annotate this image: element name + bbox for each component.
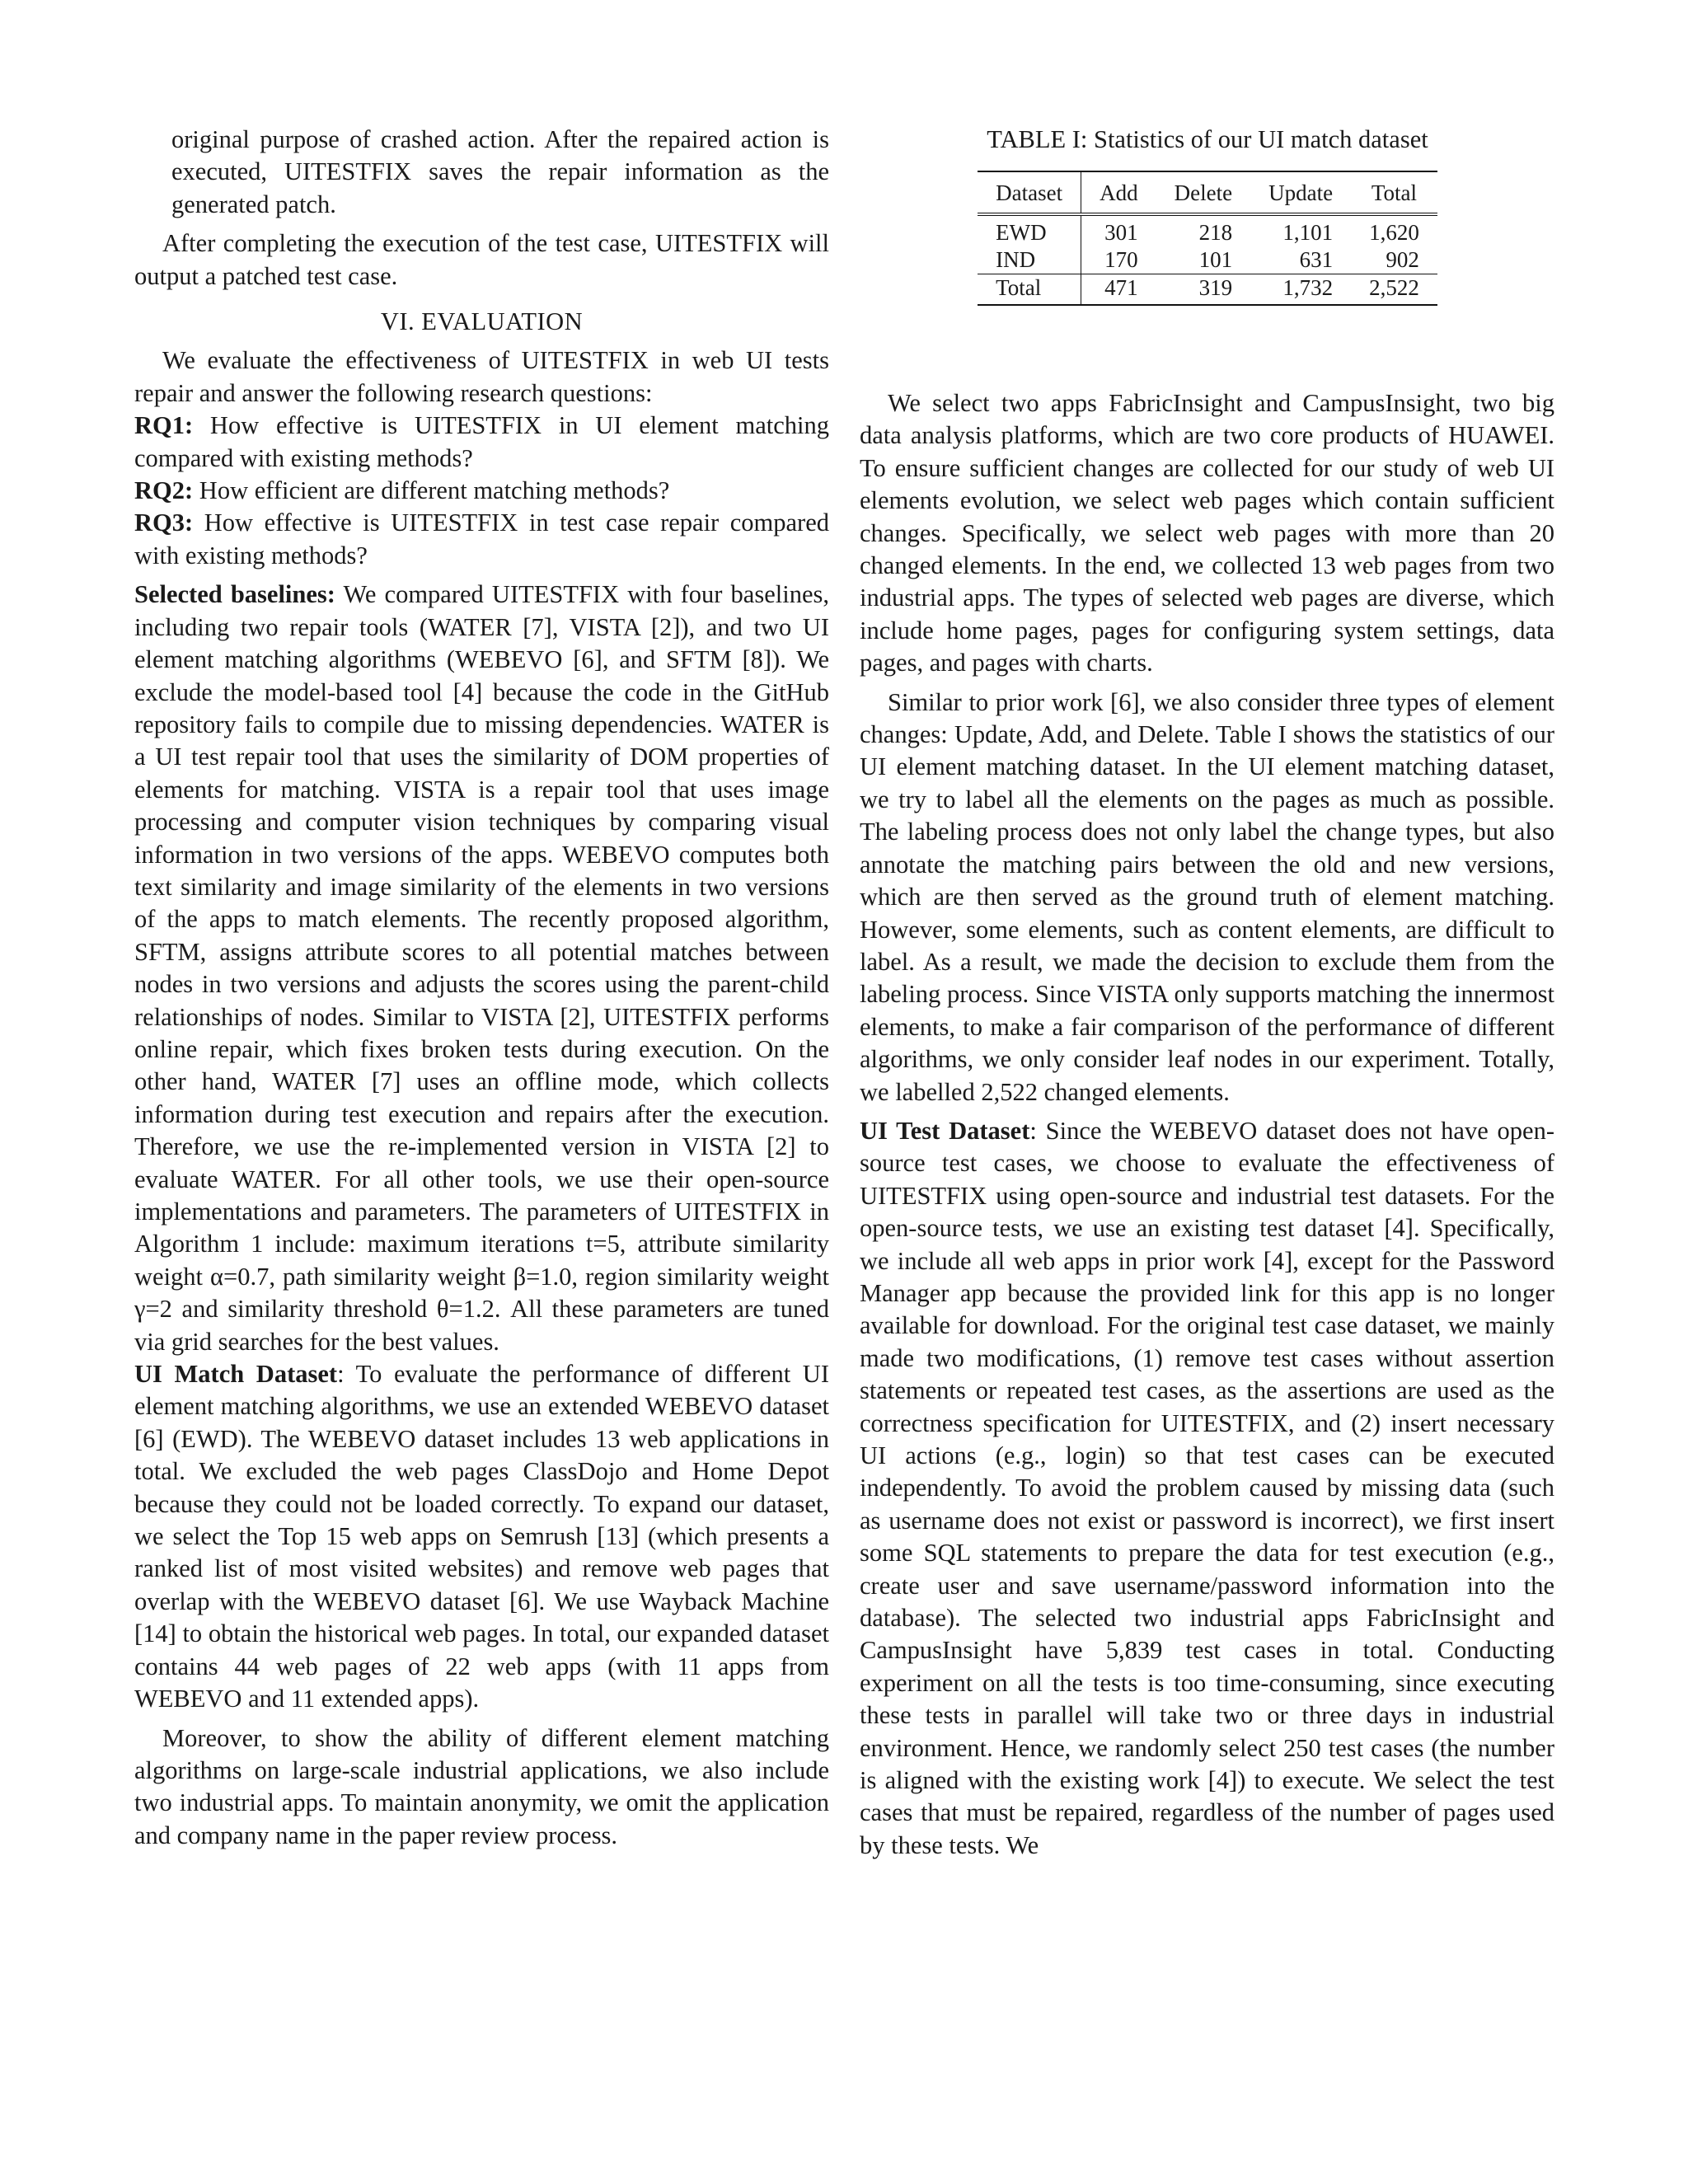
table-1 bbox=[956, 124, 1459, 306]
ui-test-label: UI Test Dataset bbox=[860, 1116, 1030, 1145]
header-total: Total bbox=[1351, 171, 1437, 214]
cell-delete: 319 bbox=[1156, 274, 1250, 306]
research-question-2 bbox=[134, 475, 829, 507]
right-column bbox=[860, 387, 1554, 1862]
research-question-1 bbox=[134, 410, 829, 475]
ui-match-label: UI Match Dataset bbox=[134, 1360, 338, 1389]
cell-update: 631 bbox=[1299, 247, 1334, 272]
ui-test-text: : Since the WEBEVO dataset does not have open-source test cases, we choose to evaluate the effectiveness of UITESTFIX using open-source and industrial test datasets. For the open-source tests, we use an existing test dataset [4]. Specifically, we include all web apps in prior work [4], except for the Password Manager app because the provided link for this app is no longer available for download. For the original test case dataset, we mainly made two modifications, (1) remove test cases without assertion statements or repeated test cases, as the assertions are used as the correctness specification for UITESTFIX, and (2) insert necessary UI actions (e.g., login) so that test cases can be executed independently. To avoid the problem caused by missing data (such as username does not exist or password is incorrect), we first insert some SQL statements to prepare the data for test execution (e.g., create user and save username/password information into the database). The selected two industrial apps FabricInsight and CampusInsight have 5,839 test cases in total. Conducting experiment on all the tests is too time-consuming, since executing these tests in parallel will take two or three days in industrial environment. Hence, we randomly select 250 test cases (the number is aligned with the existing work [4]) to execute. We select the test cases that must be repaired, regardless of the number of pages used by these tests. We bbox=[860, 1116, 1555, 1859]
paragraph-continuation: original purpose of crashed action. After the repaired action is executed, UITESTFIX saves the repair information as the generated patch. bbox=[171, 125, 829, 218]
table-row bbox=[978, 246, 1437, 274]
rq2-label: RQ2: bbox=[134, 476, 194, 505]
header-add: Add bbox=[1081, 171, 1156, 214]
baselines-label: Selected baselines: bbox=[134, 580, 335, 609]
table-header-row bbox=[978, 171, 1437, 214]
cell-delete: 101 bbox=[1198, 247, 1233, 272]
table-row bbox=[978, 214, 1437, 246]
paragraph-moreover: Moreover, to show the ability of different element matching algorithms on large-scale industrial applications, we also include two industrial apps. To maintain anonymity, we omit the application and company name in the paper review process. bbox=[134, 1723, 829, 1849]
paragraph-ui-test-dataset bbox=[860, 1115, 1554, 1862]
rq1-text: How effective is UITESTFIX in UI element matching compared with existing methods? bbox=[134, 411, 829, 472]
paragraph-change-types: Similar to prior work [6], we also consider three types of element changes: Update, Add, and Delete. Table I shows the statistics of our UI element matching dataset. In the UI element matching dataset, we try to label all the elements on the pages as much as possible. The labeling process does not only label the change types, but also annotate the matching pairs between the old and new versions, which are then served as the ground truth of element matching. However, some elements, such as content elements, are difficult to label. As a result, we made the decision to exclude them from the labeling process. Since VISTA only supports matching the innermost elements, to make a fair comparison of the performance of different algorithms, we only consider leaf nodes in our experiment. Totally, we labelled 2,522 changed elements. bbox=[860, 687, 1554, 1106]
header-dataset: Dataset bbox=[978, 171, 1081, 214]
cell-update: 1,732 bbox=[1250, 274, 1351, 306]
ui-match-text: : To evaluate the performance of different UI element matching algorithms, we use an extended WEBEVO dataset [6] (EWD). The WEBEVO dataset includes 13 web applications in total. We excluded the web pages ClassDojo and Home Depot because they could not be loaded correctly. To expand our dataset, we select the Top 15 web apps on Semrush [13] (which presents a ranked list of most visited websites) and remove web pages that overlap with the WEBEVO dataset [6]. We use Wayback Machine [14] to obtain the historical web pages. In total, our expanded dataset contains 44 web pages of 22 web apps (with 11 apps from WEBEVO and 11 extended apps). bbox=[134, 1360, 829, 1713]
cell-total: 2,522 bbox=[1351, 274, 1437, 306]
table-caption: TABLE I: Statistics of our UI match dataset bbox=[987, 125, 1428, 153]
rq1-label: RQ1: bbox=[134, 411, 194, 440]
cell-total: 902 bbox=[1386, 247, 1419, 272]
cell-add: 471 bbox=[1081, 274, 1156, 306]
paragraph-after-execution: After completing the execution of the test case, UITESTFIX will output a patched test case. bbox=[134, 229, 829, 290]
paragraph-ui-match-dataset bbox=[134, 1358, 829, 1715]
header-update: Update bbox=[1250, 171, 1351, 214]
rq3-text: How effective is UITESTFIX in test case repair compared with existing methods? bbox=[134, 509, 829, 569]
paragraph-baselines bbox=[134, 579, 829, 1358]
cell-add: 301 bbox=[1104, 220, 1138, 245]
cell-dataset: EWD bbox=[978, 214, 1081, 246]
cell-add: 170 bbox=[1104, 247, 1138, 272]
rq3-label: RQ3: bbox=[134, 509, 194, 537]
baselines-text: We compared UITESTFIX with four baselines, including two repair tools (WATER [7], VISTA [2]), and two UI element matching algorithms (WEBEVO [6], and SFTM [8]). We exclude the model-based tool [4] because the code in the GitHub repository fails to compile due to missing dependencies. WATER is a UI test repair tool that uses the similarity of DOM properties of elements for matching. VISTA is a repair tool that uses image processing and computer vision techniques by comparing visual information in two versions of the apps. WEBEVO computes both text similarity and image similarity of the elements in two versions of the apps to match elements. The recently proposed algorithm, SFTM, assigns attribute scores to all potential matches between nodes in two versions and adjusts the scores using the parent-child relationships of nodes. Similar to VISTA [2], UITESTFIX performs online repair, which fixes broken tests during execution. On the other hand, WATER [7] uses an offline mode, which collects information during test execution and repairs after the execution. Therefore, we use the re-implemented version in VISTA [2] to evaluate WATER. For all other tools, we use their open-source implementations and parameters. The parameters of UITESTFIX in Algorithm 1 include: maximum iterations t=5, attribute similarity weight α=0.7, path similarity weight β=1.0, region similarity weight γ=2 and similarity threshold θ=1.2. All these parameters are tuned via grid searches for the best values. bbox=[134, 580, 829, 1356]
cell-total: 1,620 bbox=[1369, 220, 1419, 245]
header-delete: Delete bbox=[1156, 171, 1250, 214]
section-title: VI. EVALUATION bbox=[380, 307, 584, 336]
cell-update: 1,101 bbox=[1282, 220, 1334, 245]
statistics-table bbox=[978, 171, 1437, 306]
paragraph-evaluation-intro: We evaluate the effectiveness of UITESTFIX in web UI tests repair and answer the following research questions: bbox=[134, 346, 829, 407]
table-total-row bbox=[978, 274, 1437, 306]
left-column bbox=[134, 124, 829, 1852]
research-question-3 bbox=[134, 507, 829, 572]
cell-dataset: IND bbox=[978, 246, 1081, 274]
cell-delete: 218 bbox=[1198, 220, 1233, 245]
cell-dataset: Total bbox=[978, 274, 1081, 306]
paragraph-industrial-apps: We select two apps FabricInsight and CampusInsight, two big data analysis platforms, which are two core products of HUAWEI. To ensure sufficient changes are collected for our study of web UI elements evolution, we select web pages which contain sufficient changes. Specifically, we select web pages with more than 20 changed elements. In the end, we collected 13 web pages from two industrial apps. The types of selected web pages are diverse, which include home pages, pages for configuring system settings, data pages, and pages with charts. bbox=[860, 389, 1554, 677]
rq2-text: How efficient are different matching methods? bbox=[193, 476, 670, 505]
